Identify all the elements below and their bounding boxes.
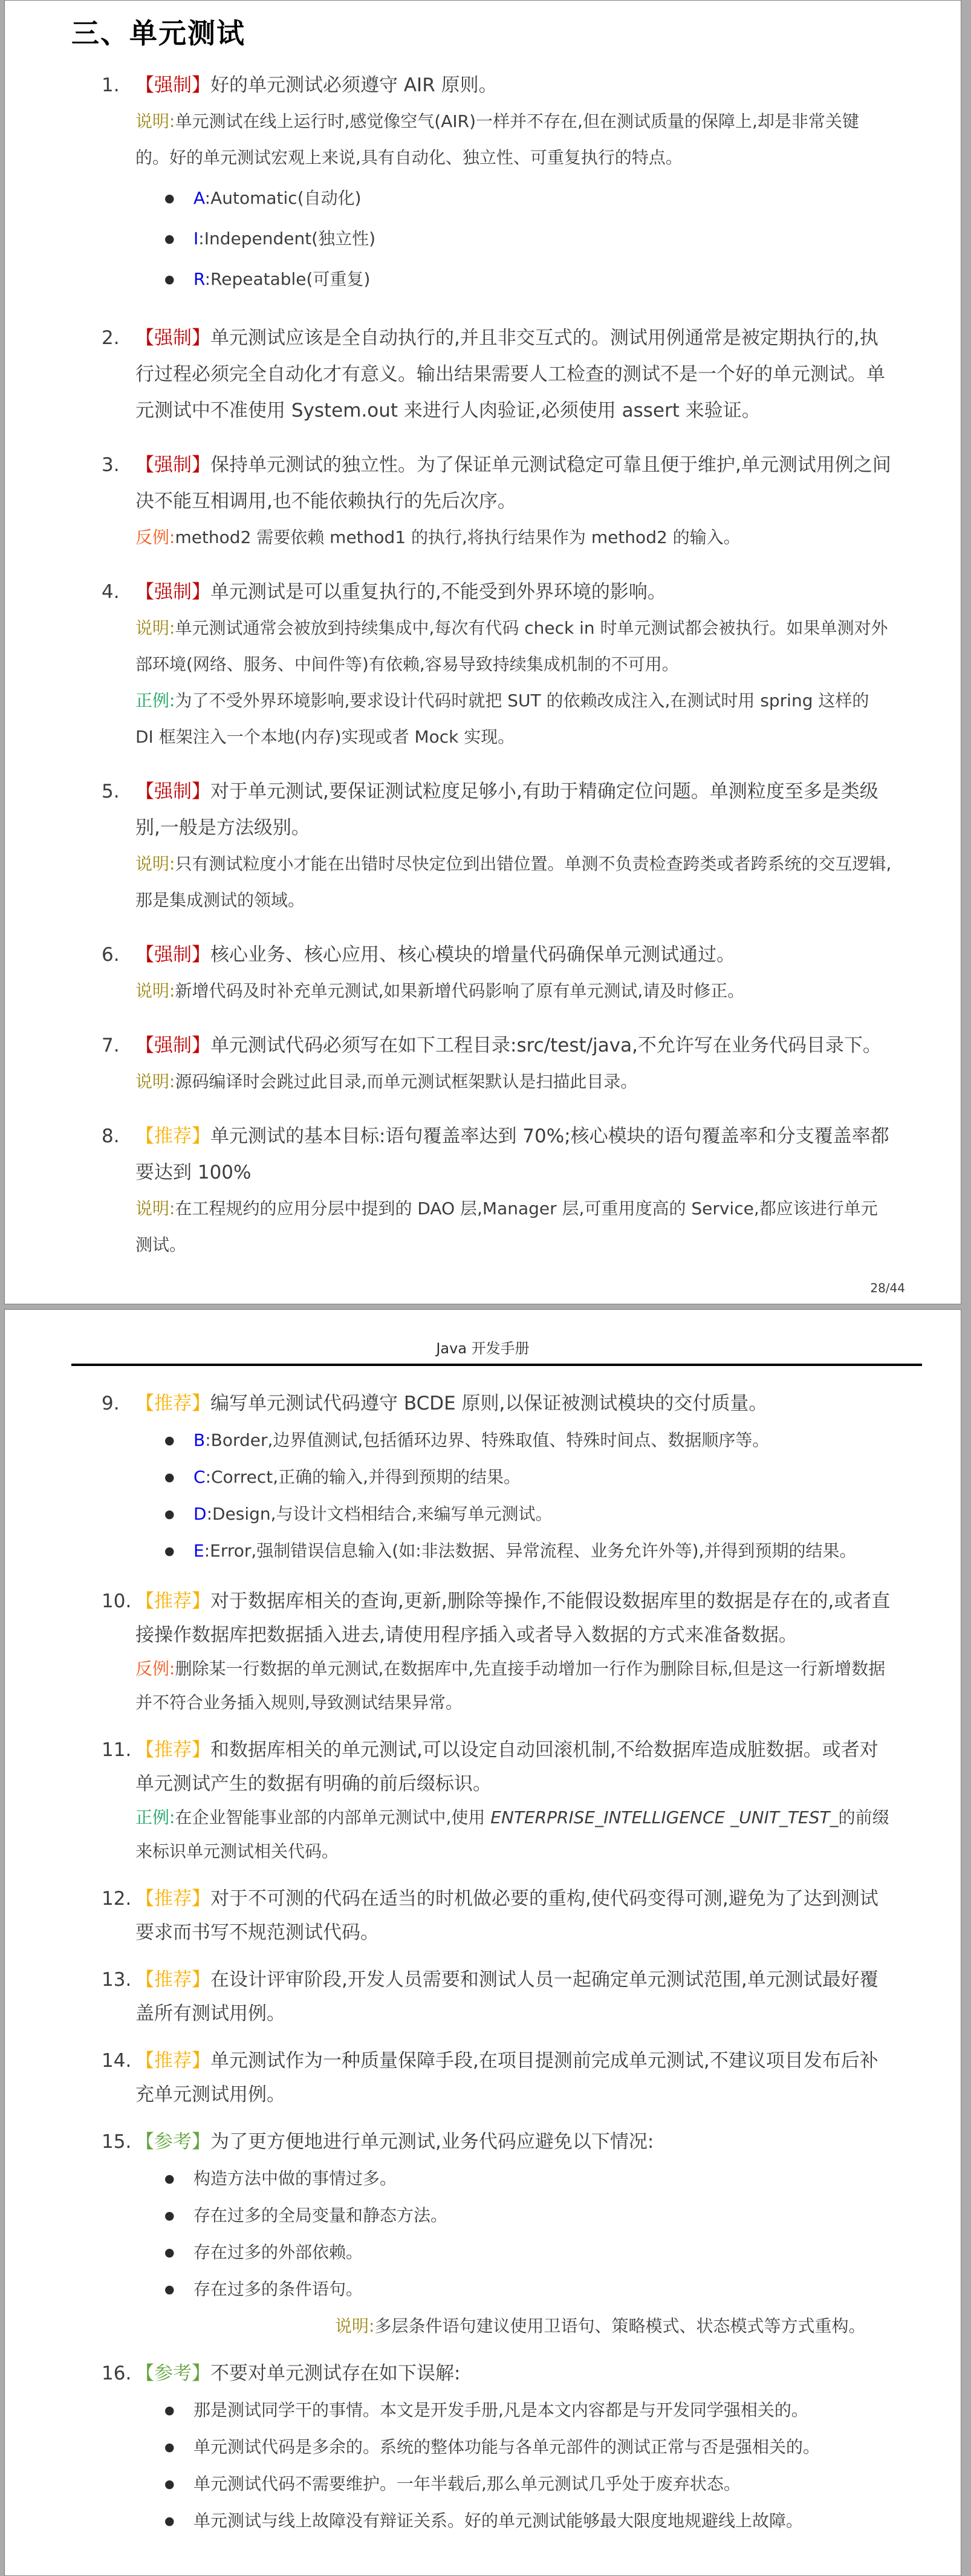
note-text: 单元测试通常会被放到持续集成中,每次有代码 check in 时单元测试都会被执行。如果单测对外部环境(网络、服务、中间件等)有依赖,容易导致持续集成机制的不可用。 — [135, 618, 888, 674]
note-label: 反例: — [135, 527, 175, 547]
rule-level-tag: 【强制】 — [135, 581, 210, 603]
bullet-text: :Independent(独立性) — [198, 229, 376, 249]
page-number: 28/44 — [870, 1281, 905, 1295]
bullet-dot-icon: ● — [164, 2209, 175, 2222]
bullet-text: 存在过多的外部依赖。 — [193, 2242, 363, 2262]
rule-level-tag: 【推荐】 — [135, 1969, 210, 1991]
rule-text — [135, 1882, 892, 1950]
rule-content — [135, 1118, 892, 1263]
note-text: method2 需要依赖 method1 的执行,将执行结果作为 method2 的输入。 — [175, 527, 741, 547]
rule-item — [102, 1118, 892, 1263]
bullet-text: 存在过多的条件语句。 — [193, 2279, 363, 2299]
bullet-text: :Design,与设计文档相结合,来编写单元测试。 — [206, 1504, 553, 1524]
rule-text — [135, 67, 892, 103]
rule-text-body: 对于不可测的代码在适当的时机做必要的重构,使代码变得可测,避免为了达到测试要求而书写不规范测试代码。 — [135, 1888, 878, 1943]
bullet-dot-icon: ● — [164, 2514, 175, 2528]
rule-text — [135, 1963, 892, 2031]
bullet-text: :Border,边界值测试,包括循环边界、特殊取值、特殊时间点、数据顺序等。 — [205, 1430, 770, 1450]
note-line — [135, 846, 892, 919]
page-separator — [0, 1304, 971, 1309]
bullet-letter: A — [193, 188, 205, 208]
bullet-text: :Automatic(自动化) — [204, 188, 362, 208]
rule-level-tag: 【强制】 — [135, 944, 210, 966]
note-line — [135, 103, 892, 176]
rule-number: 12. — [102, 1888, 132, 1910]
rule-level-tag: 【强制】 — [135, 1035, 210, 1056]
rule-text — [135, 773, 892, 846]
bullet-dot-icon: ● — [164, 1434, 175, 1447]
bullet-dot-icon: ● — [164, 1544, 175, 1558]
note-label: 说明: — [135, 618, 175, 638]
rule-text — [135, 937, 892, 973]
rule-text-body: 编写单元测试代码遵守 BCDE 原则,以保证被测试模块的交付质量。 — [210, 1393, 768, 1414]
rule-number: 16. — [102, 2363, 132, 2384]
rule-level-tag: 【参考】 — [135, 2363, 210, 2384]
note-line — [135, 1801, 892, 1869]
rule-item — [102, 1733, 892, 1869]
bullet-text: :Repeatable(可重复) — [204, 269, 371, 289]
note-line — [335, 2309, 892, 2343]
page-2 — [4, 1309, 961, 2576]
bullet-item — [164, 180, 892, 216]
rule-level-tag: 【推荐】 — [135, 1393, 210, 1414]
bullet-letter: I — [193, 229, 199, 249]
note-line — [135, 1191, 892, 1263]
rule-content — [135, 1584, 892, 1720]
note-line — [135, 519, 892, 556]
bullet-item — [164, 1497, 892, 1531]
note-label: 正例: — [135, 691, 175, 711]
bullet-text: 单元测试与线上故障没有辩证关系。好的单元测试能够最大限度地规避线上故障。 — [193, 2511, 804, 2531]
rule-text-body: 和数据库相关的单元测试,可以设定自动回滚机制,不给数据库造成脏数据。或者对单元测试产生的数据有明确的前后缀标识。 — [135, 1739, 878, 1795]
bullet-text: :Error,强制错误信息输入(如:非法数据、异常流程、业务允许外等),并得到预期的结果。 — [204, 1541, 857, 1561]
rule-item — [102, 574, 892, 755]
rule-list-page1 — [5, 67, 961, 1263]
bullet-item — [164, 2467, 892, 2501]
bullet-text: 那是测试同学干的事情。本文是开发手册,凡是本文内容都是与开发同学强相关的。 — [193, 2400, 808, 2420]
bullet-item — [164, 221, 892, 257]
rule-item — [102, 2044, 892, 2112]
rule-number: 4. — [102, 581, 120, 603]
note-text: 删除某一行数据的单元测试,在数据库中,先直接手动增加一行作为删除目标,但是这一行新增数据并不符合业务插入规则,导致测试结果异常。 — [135, 1659, 886, 1712]
bullet-dot-icon: ● — [164, 273, 175, 286]
bullet-letter: R — [193, 269, 205, 289]
rule-text-body: 单元测试作为一种质量保障手段,在项目提测前完成单元测试,不建议项目发布后补充单元测试用例。 — [135, 2050, 878, 2106]
note-line — [135, 1064, 892, 1100]
rule-text-body: 为了更方便地进行单元测试,业务代码应避免以下情况: — [210, 2131, 654, 2153]
rule-item — [102, 2125, 892, 2343]
bullet-dot-icon: ● — [164, 2477, 175, 2491]
note-line — [135, 683, 892, 755]
rule-level-tag: 【推荐】 — [135, 1888, 210, 1910]
bullet-text: 单元测试代码是多余的。系统的整体功能与各单元部件的测试正常与否是强相关的。 — [193, 2437, 820, 2457]
bullet-item — [164, 261, 892, 298]
note-text: 为了不受外界环境影响,要求设计代码时就把 SUT 的依赖改成注入,在测试时用 spring 这样的 DI 框架注入一个本地(内存)实现或者 Mock 实现。 — [135, 691, 869, 747]
rule-text — [135, 2044, 892, 2112]
bullet-item — [164, 2162, 892, 2196]
bullet-dot-icon: ● — [164, 2283, 175, 2296]
rule-item — [102, 2356, 892, 2541]
rule-number: 11. — [102, 1739, 132, 1761]
bullet-text: 单元测试代码不需要维护。一年半载后,那么单元测试几乎处于废弃状态。 — [193, 2474, 741, 2494]
rule-number: 15. — [102, 2131, 132, 2153]
rule-text — [135, 2356, 892, 2390]
rule-number: 5. — [102, 781, 120, 802]
rule-item — [102, 773, 892, 919]
rule-content — [135, 773, 892, 919]
bullet-item — [164, 2430, 892, 2464]
rule-item — [102, 937, 892, 1009]
rule-level-tag: 【强制】 — [135, 74, 210, 96]
bullet-text: :Correct,正确的输入,并得到预期的结果。 — [205, 1467, 521, 1487]
note-line — [135, 973, 892, 1009]
rule-item — [102, 1882, 892, 1950]
rule-level-tag: 【推荐】 — [135, 1739, 210, 1761]
note-text: 单元测试在线上运行时,感觉像空气(AIR)一样并不存在,但在测试质量的保障上,却是非常关键的。好的单元测试宏观上来说,具有自动化、独立性、可重复执行的特点。 — [135, 111, 859, 168]
bullet-dot-icon: ● — [164, 1471, 175, 1484]
note-label: 说明: — [135, 981, 175, 1001]
rule-text — [135, 2125, 892, 2159]
bullet-item — [164, 2236, 892, 2269]
bullet-dot-icon: ● — [164, 232, 175, 246]
rule-level-tag: 【强制】 — [135, 327, 210, 349]
bullet-item — [164, 2393, 892, 2427]
note-label: 说明: — [135, 1199, 175, 1218]
note-label: 反例: — [135, 1659, 175, 1679]
note-label: 说明: — [335, 2316, 375, 2336]
bullet-dot-icon: ● — [164, 2441, 175, 2454]
note-line — [135, 610, 892, 683]
rule-item — [102, 67, 892, 302]
rule-level-tag: 【推荐】 — [135, 1125, 210, 1147]
rule-text-body: 单元测试的基本目标:语句覆盖率达到 70%;核心模块的语句覆盖率和分支覆盖率都要达到 100% — [135, 1125, 889, 1183]
rule-text-body: 对于单元测试,要保证测试粒度足够小,有助于精确定位问题。单测粒度至多是类级别,一般是方法级别。 — [135, 781, 878, 839]
bullet-dot-icon: ● — [164, 1508, 175, 1521]
rule-text — [135, 1118, 892, 1191]
bullet-letter: C — [193, 1467, 206, 1487]
bullet-item — [164, 1423, 892, 1457]
rule-content — [135, 447, 892, 556]
rule-number: 2. — [102, 327, 120, 349]
rule-item — [102, 1387, 892, 1571]
note-text: 新增代码及时补充单元测试,如果新增代码影响了原有单元测试,请及时修正。 — [175, 981, 745, 1001]
rule-level-tag: 【强制】 — [135, 454, 210, 476]
bullet-text: 存在过多的全局变量和静态方法。 — [193, 2205, 448, 2225]
bullet-dot-icon: ● — [164, 2246, 175, 2259]
page-1 — [4, 0, 961, 1304]
note-text: 的前缀来标识单元测试相关代码。 — [135, 1807, 889, 1861]
section-title: 三、单元测试 — [71, 17, 245, 50]
rule-number: 8. — [102, 1125, 120, 1147]
rule-content — [135, 1963, 892, 2031]
rule-list-page2 — [5, 1387, 961, 2541]
note-label: 说明: — [135, 111, 175, 131]
rule-text — [135, 574, 892, 610]
rule-content — [135, 937, 892, 1009]
rule-content — [135, 2125, 892, 2343]
rule-item — [102, 1963, 892, 2031]
bullet-letter: B — [193, 1430, 206, 1450]
note-text: 在企业智能事业部的内部单元测试中,使用 — [175, 1807, 491, 1827]
rule-number: 13. — [102, 1969, 132, 1991]
rule-text-body: 在设计评审阶段,开发人员需要和测试人员一起确定单元测试范围,单元测试最好覆盖所有测试用例。 — [135, 1969, 878, 2025]
rule-item — [102, 447, 892, 556]
rule-text — [135, 320, 892, 429]
note-text: ENTERPRISE_INTELLIGENCE _UNIT_TEST_ — [490, 1807, 839, 1827]
bullet-letter: D — [193, 1504, 207, 1524]
rule-number: 1. — [102, 74, 120, 96]
rule-level-tag: 【参考】 — [135, 2131, 210, 2153]
rule-level-tag: 【推荐】 — [135, 1590, 210, 1612]
rule-text-body: 单元测试代码必须写在如下工程目录:src/test/java,不允许写在业务代码目录下。 — [210, 1035, 882, 1056]
rule-item — [102, 1027, 892, 1100]
bullet-dot-icon: ● — [164, 2404, 175, 2417]
rule-item — [102, 1584, 892, 1720]
bullet-text: 构造方法中做的事情过多。 — [193, 2168, 397, 2188]
rule-number: 3. — [102, 454, 120, 476]
note-text: 只有测试粒度小才能在出错时尽快定位到出错位置。单测不负责检查跨类或者跨系统的交互逻辑,那是集成测试的领域。 — [135, 854, 892, 910]
note-text: 多层条件语句建议使用卫语句、策略模式、状态模式等方式重构。 — [374, 2316, 866, 2336]
rule-text-body: 保持单元测试的独立性。为了保证单元测试稳定可靠且便于维护,单元测试用例之间决不能互相调用,也不能依赖执行的先后次序。 — [135, 454, 891, 512]
rule-content — [135, 1027, 892, 1100]
note-text: 在工程规约的应用分层中提到的 DAO 层,Manager 层,可重用度高的 Service,都应该进行单元测试。 — [135, 1199, 878, 1255]
rule-content — [135, 1387, 892, 1571]
bullet-item — [164, 2272, 892, 2306]
bullet-item — [164, 2199, 892, 2233]
document-header: Java 开发手册 — [436, 1340, 530, 1357]
rule-text-body: 单元测试应该是全自动执行的,并且非交互式的。测试用例通常是被定期执行的,执行过程必须完全自动化才有意义。输出结果需要人工检查的测试不是一个好的单元测试。单元测试中不准使用 System.out 来进行人肉验证,必须使用 assert 来验证。 — [135, 327, 885, 421]
note-label: 说明: — [135, 1072, 175, 1091]
bullet-item — [164, 1460, 892, 1494]
rule-text-body: 对于数据库相关的查询,更新,删除等操作,不能假设数据库里的数据是存在的,或者直接操作数据库把数据插入进去,请使用程序插入或者导入数据的方式来准备数据。 — [135, 1590, 891, 1646]
bullet-item — [164, 2504, 892, 2538]
rule-text-body: 不要对单元测试存在如下误解: — [210, 2363, 461, 2384]
rule-level-tag: 【推荐】 — [135, 2050, 210, 2072]
rule-text-body: 好的单元测试必须遵守 AIR 原则。 — [210, 74, 498, 96]
rule-content — [135, 2044, 892, 2112]
bullet-item — [164, 1534, 892, 1568]
rule-text — [135, 1584, 892, 1652]
note-line — [135, 1652, 892, 1720]
rule-text-body: 核心业务、核心应用、核心模块的增量代码确保单元测试通过。 — [210, 944, 735, 966]
rule-number: 7. — [102, 1035, 120, 1056]
bullet-dot-icon: ● — [164, 192, 175, 205]
note-text: 源码编译时会跳过此目录,而单元测试框架默认是扫描此目录。 — [175, 1072, 638, 1091]
rule-text — [135, 1027, 892, 1064]
rule-content — [135, 2356, 892, 2541]
bullet-dot-icon: ● — [164, 2172, 175, 2185]
rule-text — [135, 1387, 892, 1420]
rule-number: 10. — [102, 1590, 132, 1612]
rule-content — [135, 320, 892, 429]
rule-level-tag: 【强制】 — [135, 781, 210, 802]
rule-content — [135, 574, 892, 755]
rule-number: 6. — [102, 944, 120, 966]
note-label: 正例: — [135, 1807, 175, 1827]
rule-text — [135, 447, 892, 519]
rule-content — [135, 67, 892, 302]
header-rule — [71, 1364, 922, 1366]
rule-text — [135, 1733, 892, 1801]
rule-content — [135, 1882, 892, 1950]
rule-number: 9. — [102, 1393, 120, 1414]
note-label: 说明: — [135, 854, 175, 874]
bullet-letter: E — [193, 1541, 204, 1561]
rule-text-body: 单元测试是可以重复执行的,不能受到外界环境的影响。 — [210, 581, 666, 603]
rule-item — [102, 320, 892, 429]
rule-number: 14. — [102, 2050, 132, 2072]
rule-content — [135, 1733, 892, 1869]
